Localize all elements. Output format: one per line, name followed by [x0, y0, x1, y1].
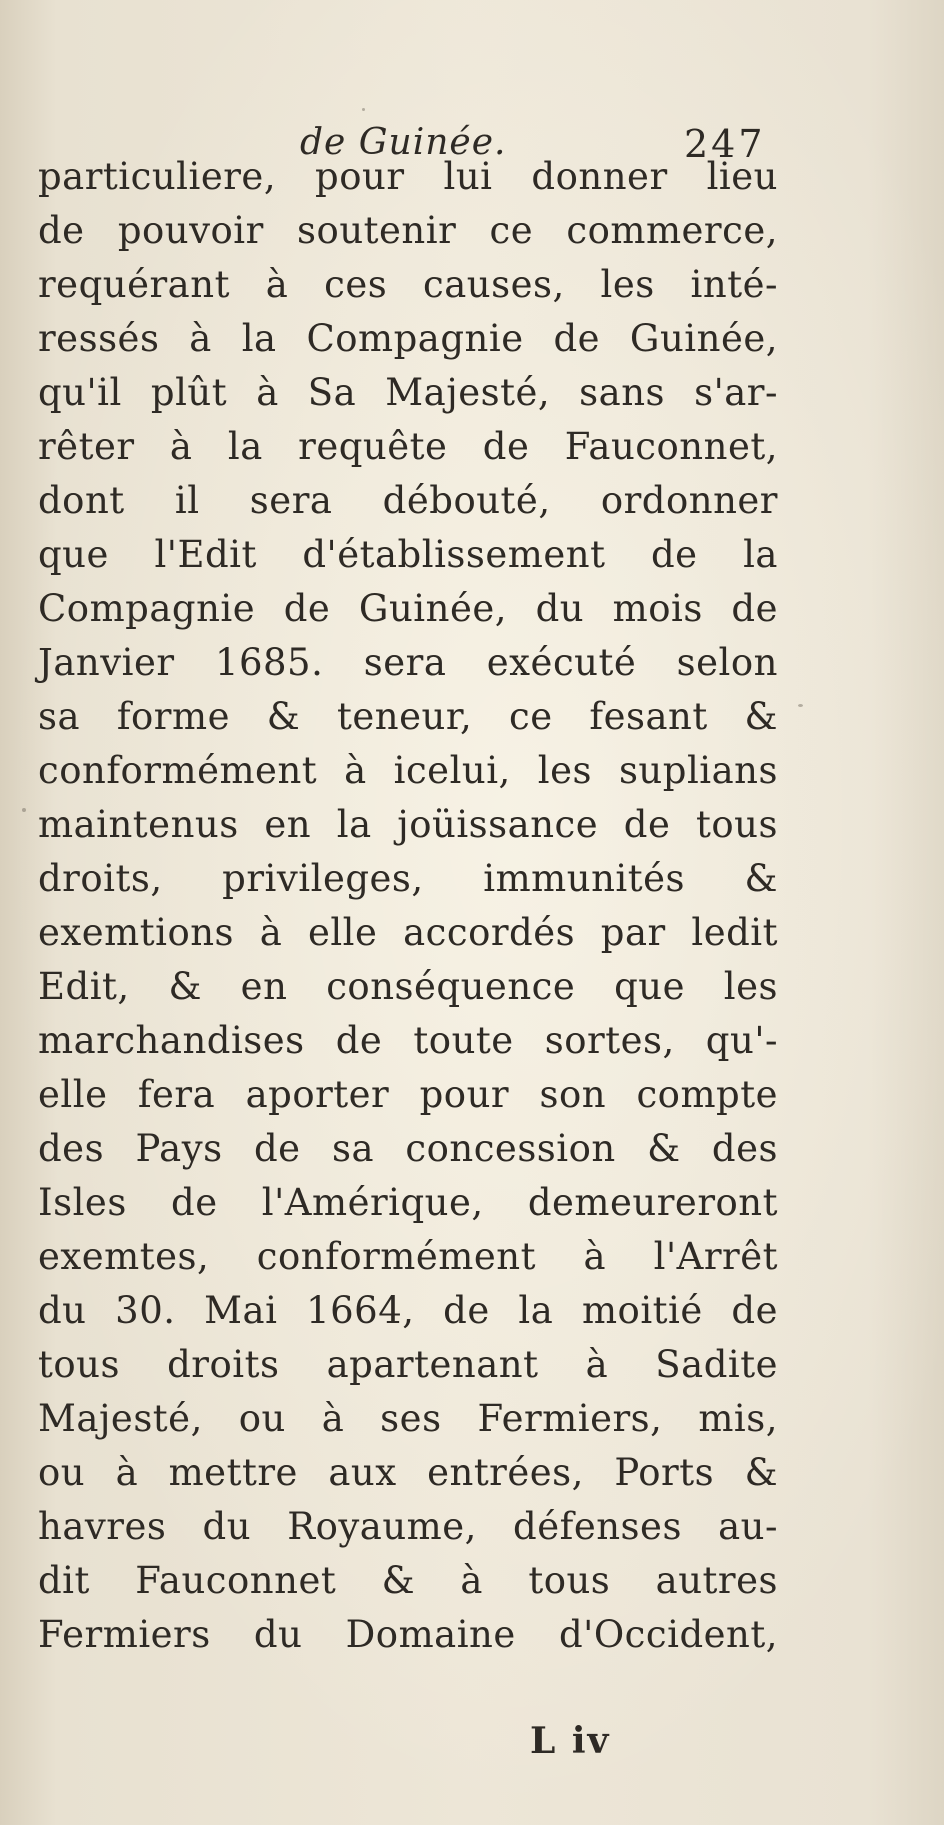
text-line: qu'il plût à Sa Majesté, sans s'ar- — [38, 371, 778, 414]
text-line: ressés à la Compagnie de Guinée, — [38, 317, 778, 360]
text-line: particuliere, pour lui donner lieu — [38, 155, 778, 198]
text-line: exemtes, conformément à l'Arrêt — [38, 1235, 778, 1278]
text-line: que l'Edit d'établissement de la — [38, 533, 778, 576]
body-text — [38, 150, 778, 1662]
text-line: Compagnie de Guinée, du mois de — [38, 587, 778, 630]
text-line: Majesté, ou à ses Fermiers, mis, — [38, 1397, 778, 1440]
text-line: exemtions à elle accordés par ledit — [38, 911, 778, 954]
text-line: sa forme & teneur, ce fesant & — [38, 695, 778, 738]
text-line: dont il sera débouté, ordonner — [38, 479, 778, 522]
text-line: maintenus en la joüissance de tous — [38, 803, 778, 846]
text-line: Fermiers du Domaine d'Occident, — [38, 1613, 778, 1656]
text-line: de pouvoir soutenir ce commerce, — [38, 209, 778, 252]
text-line: elle fera aporter pour son compte — [38, 1073, 778, 1116]
text-line: dit Fauconnet & à tous autres — [38, 1559, 778, 1602]
ink-speck — [798, 704, 803, 707]
text-line: des Pays de sa concession & des — [38, 1127, 778, 1170]
text-line: requérant à ces causes, les inté- — [38, 263, 778, 306]
ink-speck — [22, 808, 26, 812]
running-title: de Guinée. — [300, 122, 507, 163]
page-number: 247 — [684, 122, 766, 166]
ink-speck — [362, 108, 365, 111]
text-line: ou à mettre aux entrées, Ports & — [38, 1451, 778, 1494]
text-line: havres du Royaume, défenses au- — [38, 1505, 778, 1548]
signature-mark: L iv — [530, 1720, 611, 1762]
text-line: Isles de l'Amérique, demeureront — [38, 1181, 778, 1224]
text-line: Edit, & en conséquence que les — [38, 965, 778, 1008]
text-line: tous droits apartenant à Sadite — [38, 1343, 778, 1386]
text-line: Janvier 1685. sera exécuté selon — [38, 641, 778, 684]
text-line: marchandises de toute sortes, qu'- — [38, 1019, 778, 1062]
text-line: du 30. Mai 1664, de la moitié de — [38, 1289, 778, 1332]
text-line: conformément à icelui, les suplians — [38, 749, 778, 792]
text-line: droits, privileges, immunités & — [38, 857, 778, 900]
text-line: rêter à la requête de Fauconnet, — [38, 425, 778, 468]
